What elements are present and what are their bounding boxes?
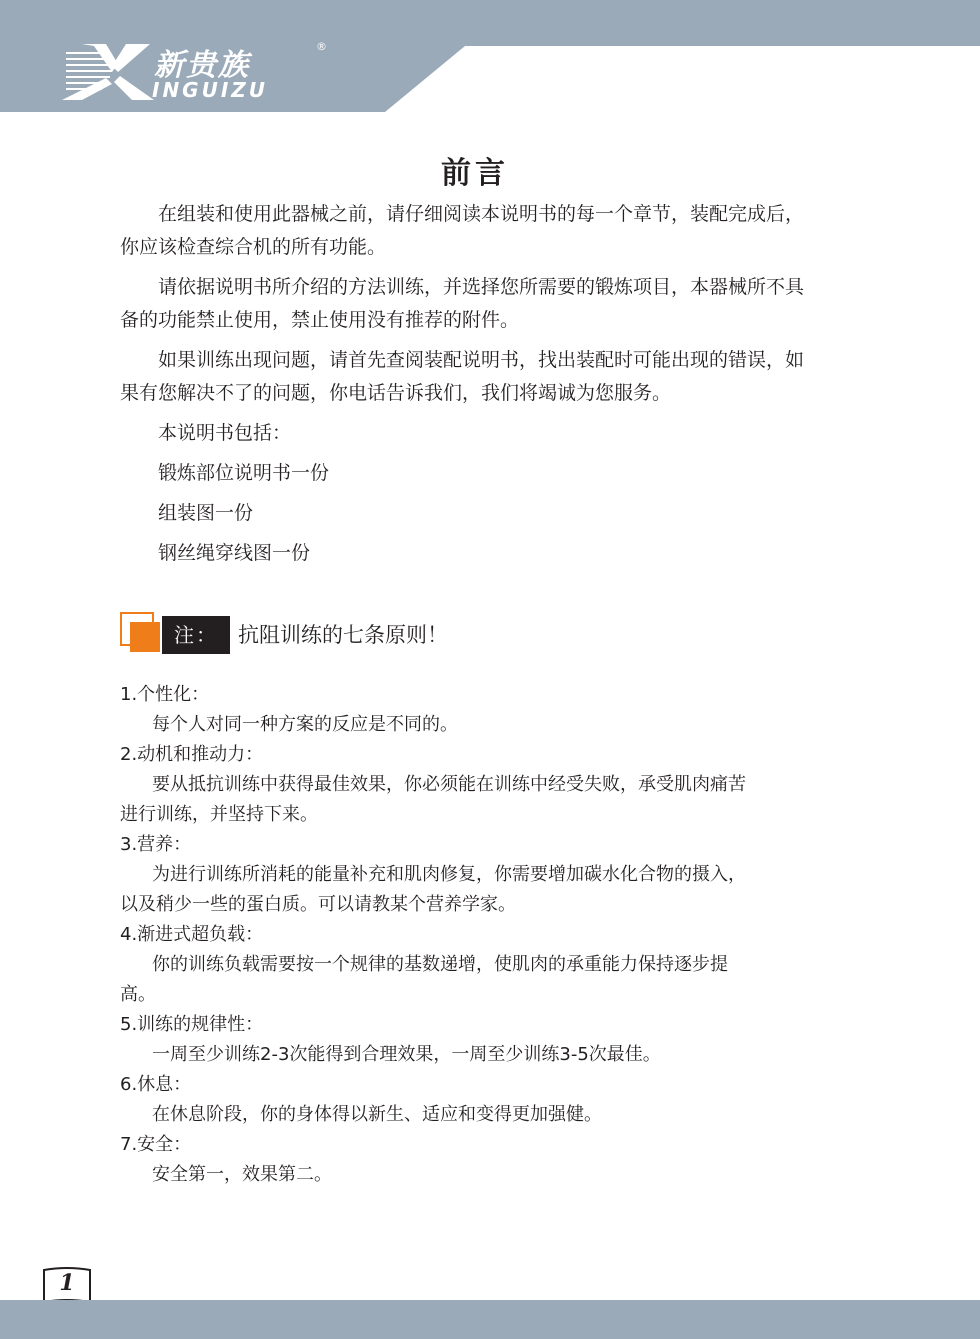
rule-body: 在休息阶段，你的身体得以新生、适应和变得更加强健。	[152, 1104, 602, 1125]
brand-name-cn: 新贵族	[154, 48, 250, 83]
intro-paragraph: 请依据说明书所介绍的方法训练，并选择您所需要的锻炼项目，本器械所不具备的功能禁止使用，禁止使用没有推荐的附件。	[120, 276, 805, 331]
note-text: 抗阻训练的七条原则！	[238, 623, 448, 647]
rule-heading: 4.渐进式超负载：	[120, 924, 264, 945]
note-label: 注：	[162, 616, 230, 654]
rule-heading: 3.营养：	[120, 834, 192, 855]
rule-body: 为进行训练所消耗的能量补充和肌肉修复，你需要增加碳水化合物的摄入，以及稍少一些的蛋白质。可以请教某个营养学家。	[120, 864, 746, 915]
rule-body: 你的训练负载需要按一个规律的基数递增，使肌肉的承重能力保持逐步提高。	[120, 954, 728, 1005]
brand-name-en: INGUIZU	[152, 78, 269, 102]
rules-list	[120, 680, 760, 1190]
page-title: 前言	[441, 156, 509, 191]
intro-paragraph: 如果训练出现问题，请首先查阅装配说明书，找出装配时可能出现的错误，如果有您解决不了的问题，你电话告诉我们，我们将竭诚为您服务。	[120, 349, 805, 404]
list-item	[120, 830, 760, 920]
contents-item: 锻炼部位说明书一份	[158, 462, 330, 484]
registered-mark: ®	[316, 40, 327, 53]
rule-heading: 6.休息：	[120, 1074, 192, 1095]
list-item	[120, 740, 760, 830]
contents-item: 组装图一份	[158, 502, 254, 524]
list-item	[120, 920, 760, 1010]
rule-body: 要从抵抗训练中获得最佳效果，你必须能在训练中经受失败，承受肌肉痛苦进行训练，并坚持下来。	[120, 774, 746, 825]
list-item	[120, 1010, 760, 1070]
rule-heading: 2.动机和推动力：	[120, 744, 264, 765]
rule-body: 安全第一，效果第二。	[152, 1164, 332, 1185]
footer-band	[0, 1300, 980, 1339]
contents-item: 钢丝绳穿线图一份	[158, 542, 311, 564]
list-item	[120, 1130, 760, 1190]
list-item	[120, 680, 760, 740]
note-square-filled-icon	[130, 622, 160, 652]
contents-label: 本说明书包括：	[158, 422, 292, 444]
intro-paragraph: 在组装和使用此器械之前，请仔细阅读本说明书的每一个章节，装配完成后，你应该检查综合机的所有功能。	[120, 203, 805, 258]
rule-body: 每个人对同一种方案的反应是不同的。	[152, 714, 458, 735]
rule-heading: 1.个性化：	[120, 684, 210, 705]
page-number: 1	[59, 1270, 75, 1296]
rule-body: 一周至少训练2-3次能得到合理效果，一周至少训练3-5次最佳。	[152, 1044, 661, 1065]
rule-heading: 5.训练的规律性：	[120, 1014, 264, 1035]
x-stripes-logo-icon	[62, 40, 158, 104]
brand-logo	[62, 38, 342, 106]
list-item	[120, 1070, 760, 1130]
rule-heading: 7.安全：	[120, 1134, 192, 1155]
note-heading	[120, 612, 480, 654]
